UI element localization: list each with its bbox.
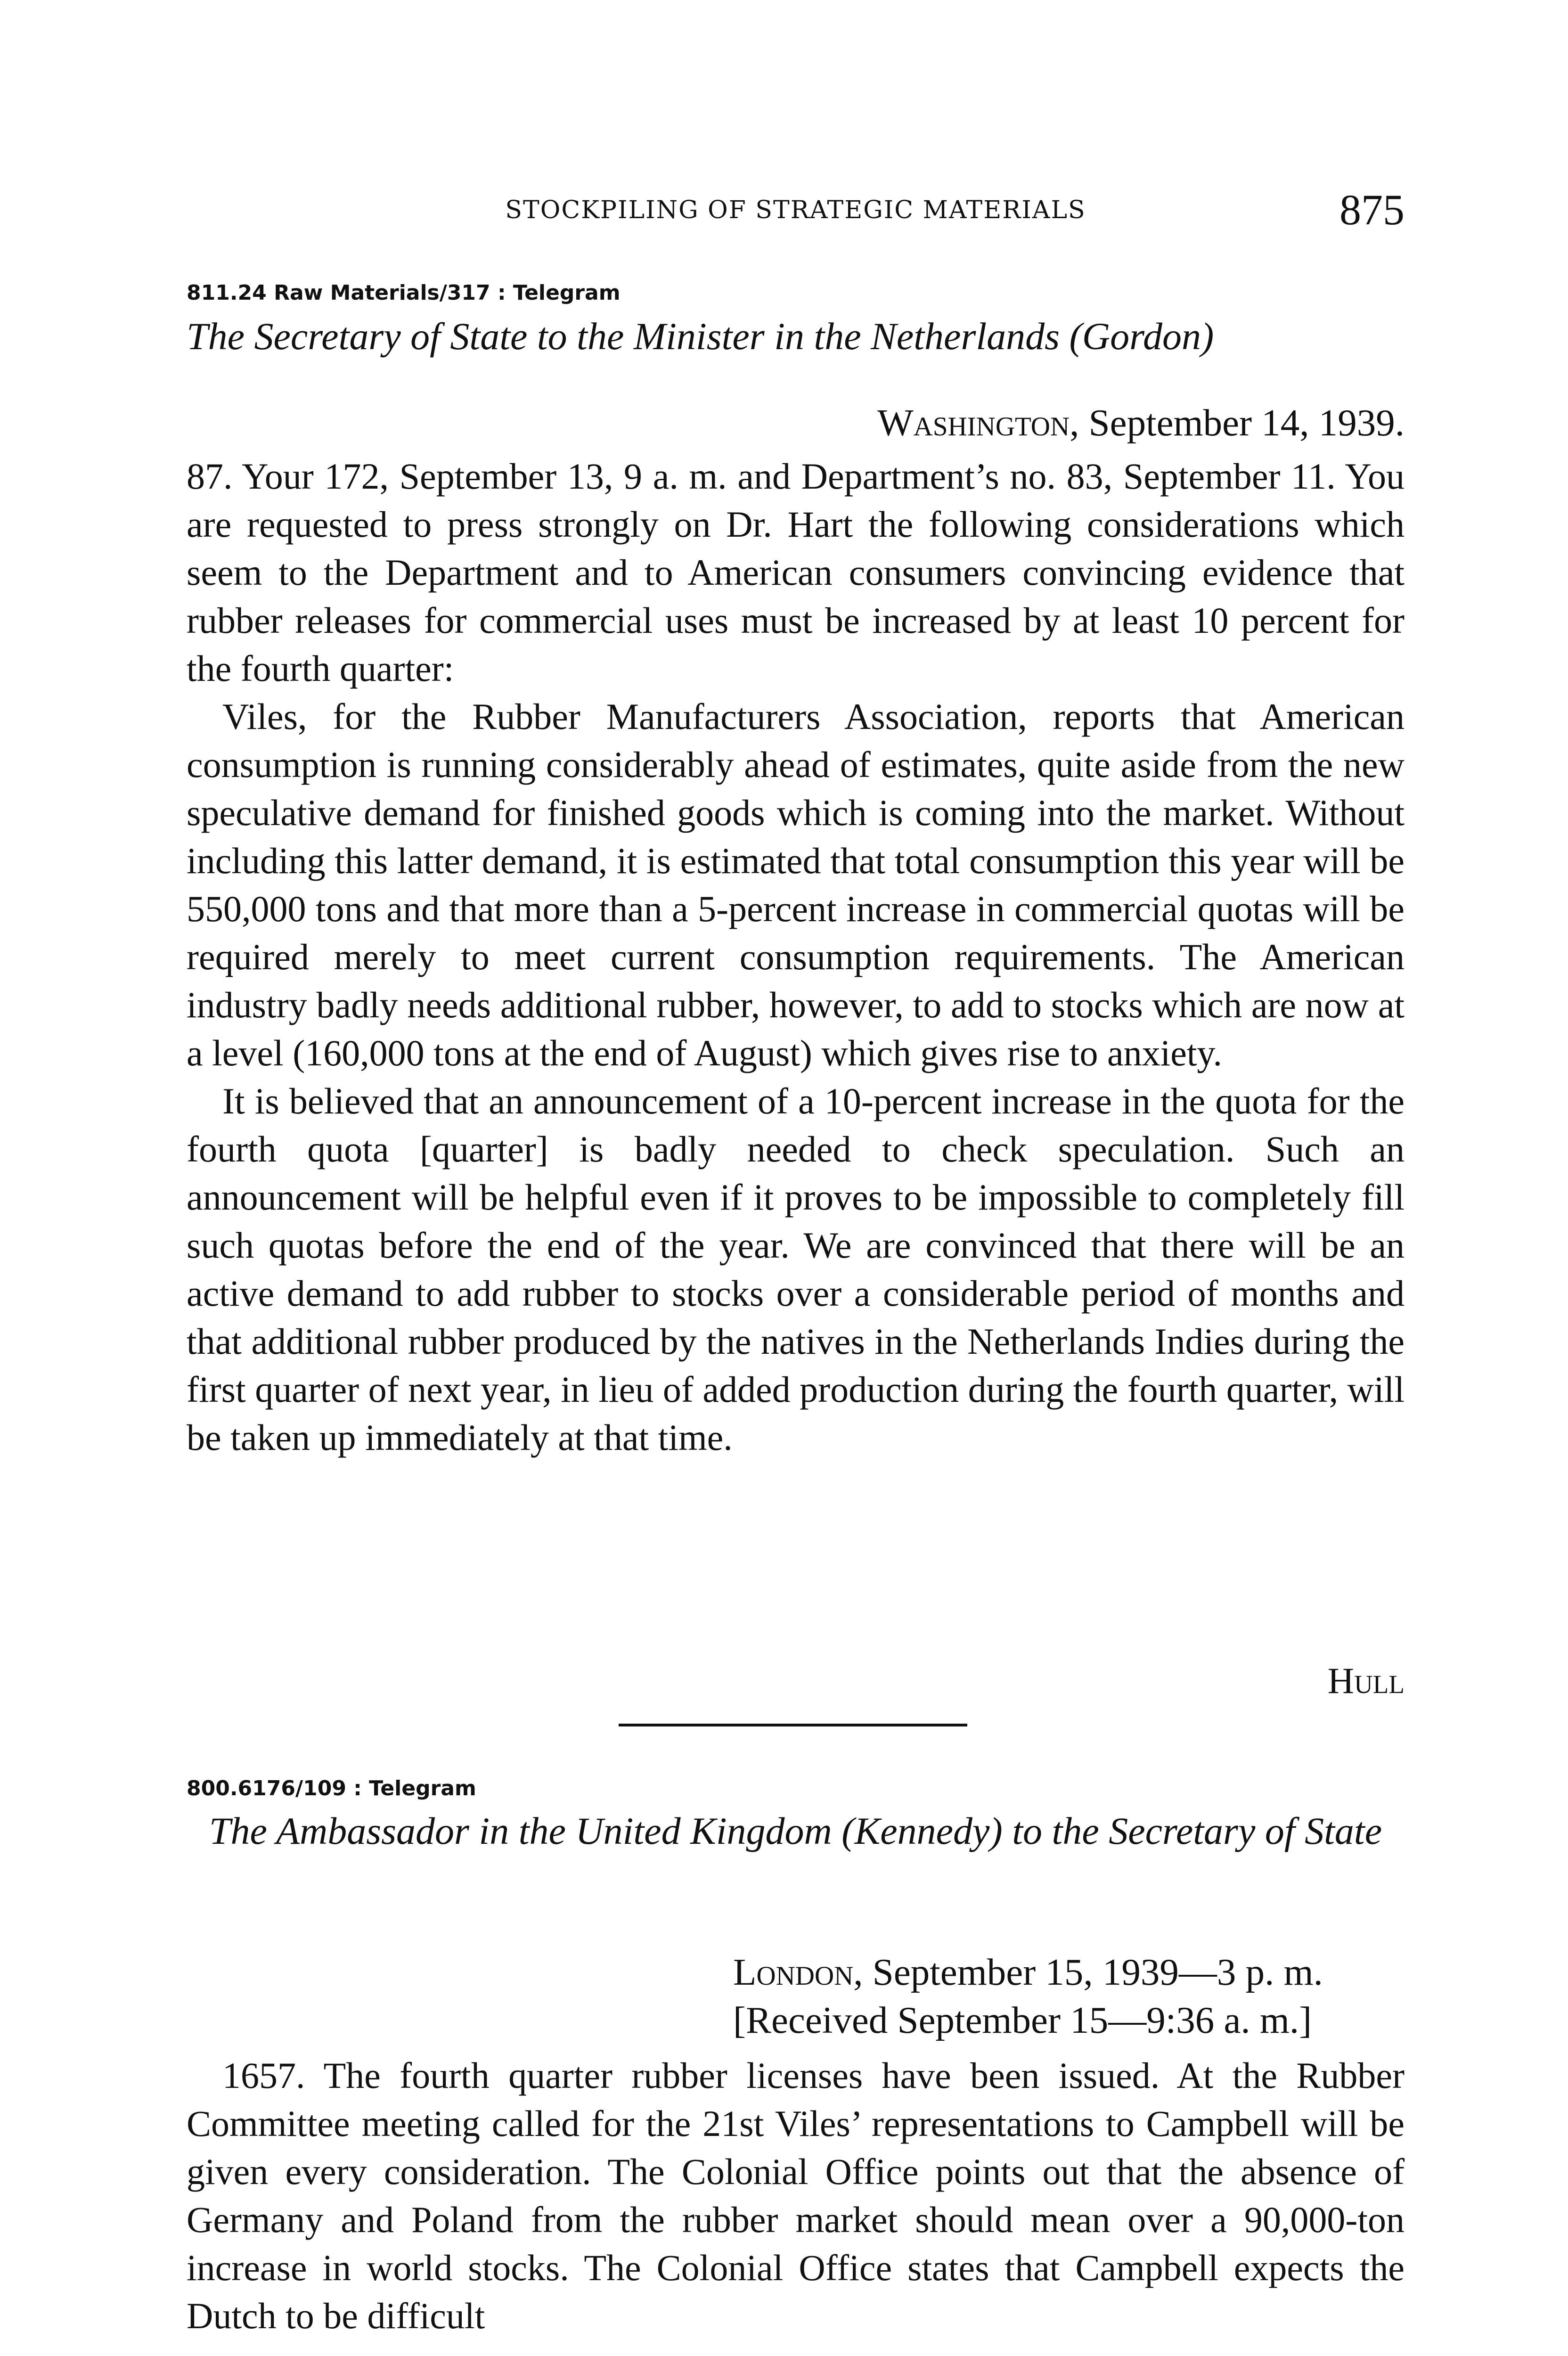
doc2-title: The Ambassador in the United Kingdom (Kennedy) to the Secretary of State: [209, 1809, 1382, 1852]
doc1-body: [187, 452, 1405, 1462]
doc1-paragraph-2: Viles, for the Rubber Manufacturers Association, reports that American consumption is running considerably ahead of estimates, quite aside from the new speculative demand for finished goods which is coming into the market. Without including this latter demand, it is estimated that total consumption this year will be 550,000 tons and that more than a 5-percent increase in commercial quotas will be required merely to meet current consumption requirements. The American industry badly needs additional rubber, however, to add to stocks which are now at a level (160,000 tons at the end of August) which gives rise to anxiety.: [187, 696, 1405, 1073]
doc2-dateline-line: [733, 1948, 1323, 1996]
doc2-dateline-date: , September 15, 1939—3 p. m.: [853, 1951, 1323, 1993]
doc2-dateline: [733, 1948, 1323, 2044]
doc1-title: The Secretary of State to the Minister in the Netherlands (Gordon): [187, 315, 1214, 358]
doc1-paragraph-3: It is believed that an announcement of a 10-percent increase in the quota for the fourth quota [quarter] is badly needed to check speculation. Such an announcement will be helpful even if it proves to be impossible to completely fill such quotas before the end of the year. We are convinced that there will be an active demand to add rubber to stocks over a considerable period of months and that additional rubber produced by the natives in the Netherlands Indies during the first quarter of next year, in lieu of added production during the fourth quarter, will be taken up immediately at that time.: [187, 1080, 1405, 1458]
page-number: 875: [1339, 186, 1405, 234]
doc1-dateline-date: , September 14, 1939.: [1070, 401, 1405, 444]
doc1-dateline-place: Washington: [877, 401, 1070, 444]
section-divider: [619, 1724, 967, 1726]
running-head: [187, 186, 1405, 252]
doc2-body: [187, 2052, 1405, 2340]
doc2-dateline-place: London: [733, 1951, 854, 1993]
doc2-file-reference: 800.6176/109 : Telegram: [187, 1776, 476, 1800]
doc1-file-reference: 811.24 Raw Materials/317 : Telegram: [187, 281, 621, 305]
doc2-paragraph-1: 1657. The fourth quarter rubber licenses have been issued. At the Rubber Committee meeting called for the 21st Viles’ representations to Campbell will be given every consideration. The Colonial Office points out that the absence of Germany and Poland from the rubber market should mean over a 90,000-ton increase in world stocks. The Colonial Office states that Campbell expects the Dutch to be difficult: [187, 2055, 1405, 2336]
doc1-dateline: [877, 399, 1405, 447]
doc1-signature: Hull: [1327, 1660, 1405, 1701]
doc1-paragraph-1: 87. Your 172, September 13, 9 a. m. and Department’s no. 83, September 11. You are requested to press strongly on Dr. Hart the following considerations which seem to the Department and to American consumers convincing evidence that rubber releases for commercial uses must be increased by at least 10 percent for the fourth quarter:: [187, 456, 1405, 689]
running-title: STOCKPILING OF STRATEGIC MATERIALS: [505, 196, 1086, 224]
doc2-received: [Received September 15—9:36 a. m.]: [733, 1999, 1312, 2041]
